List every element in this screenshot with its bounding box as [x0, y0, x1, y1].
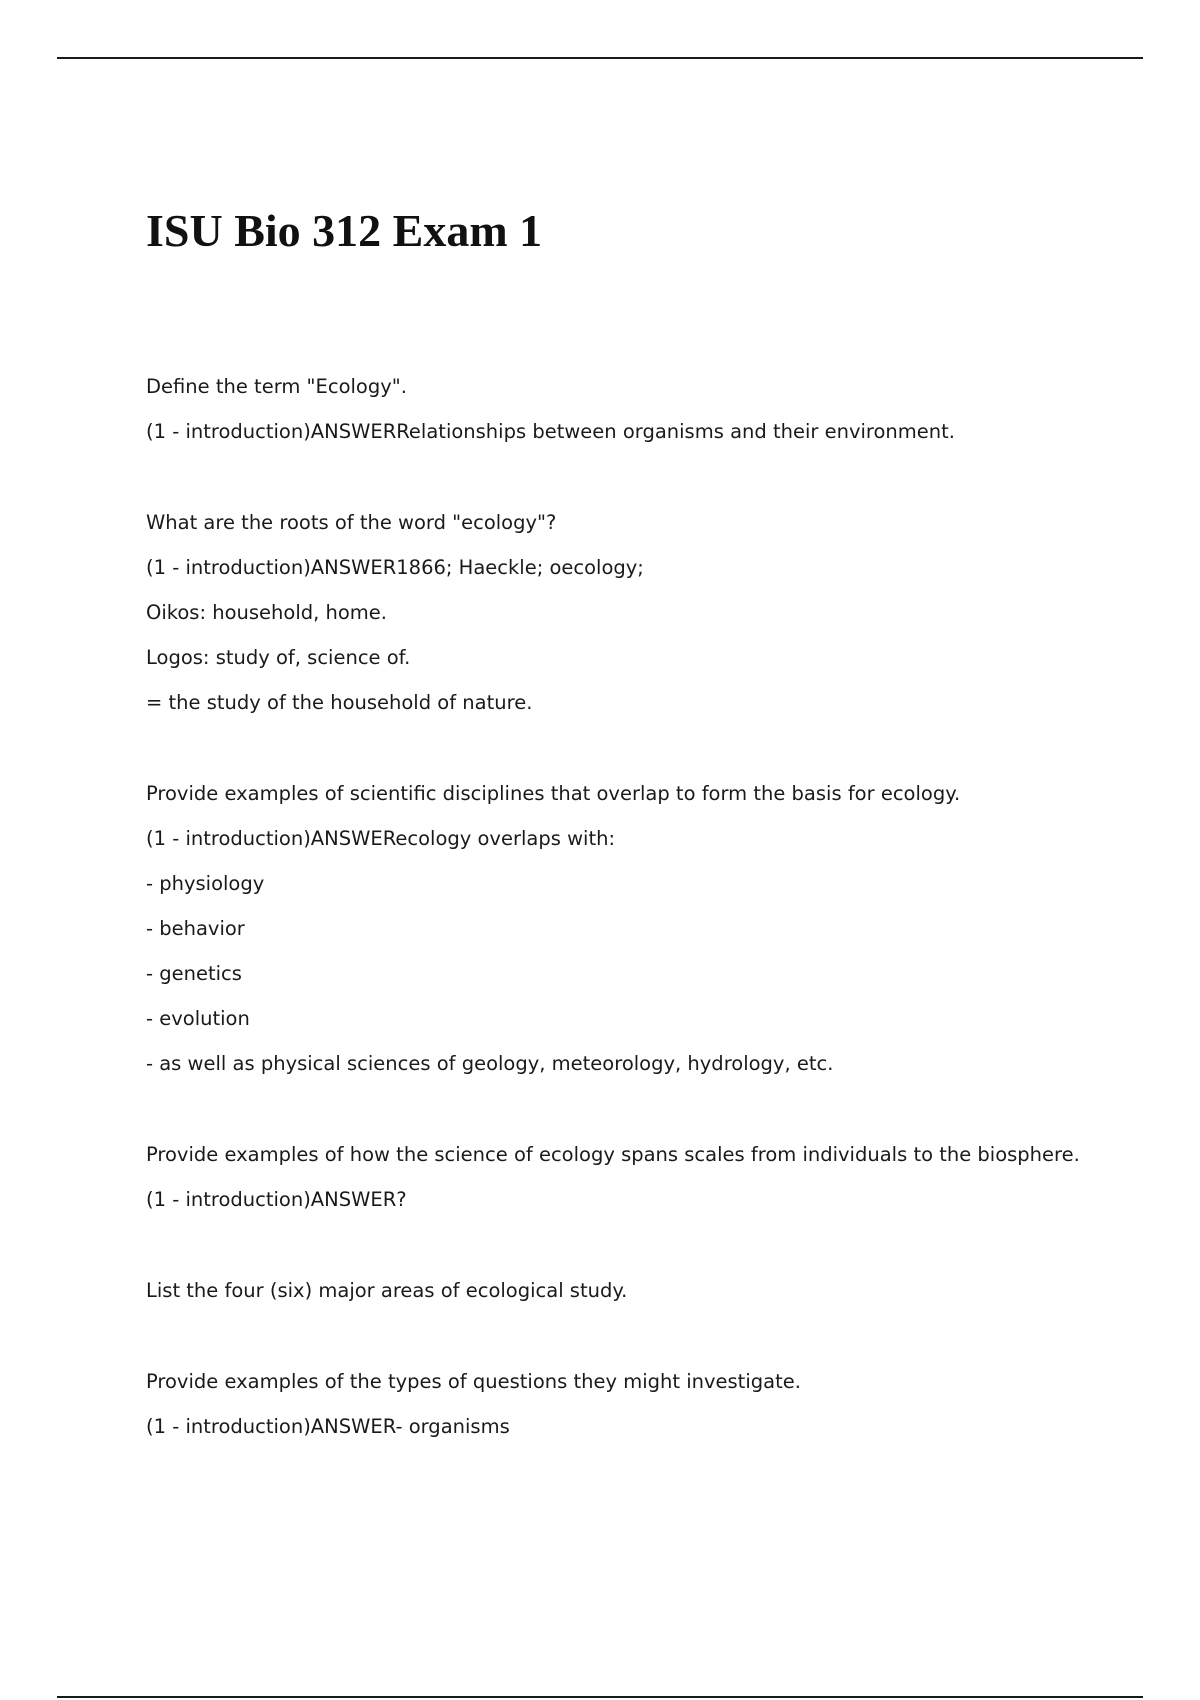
answer-line: - as well as physical sciences of geology, meteorology, hydrology, etc.	[146, 1052, 834, 1075]
question-text: Define the term "Ecology".	[146, 375, 407, 398]
answer-line: - evolution	[146, 1007, 250, 1030]
header-rule	[57, 57, 1143, 59]
answer-line: Oikos: household, home.	[146, 601, 387, 624]
question-text: Provide examples of scientific disciplines that overlap to form the basis for ecology.	[146, 782, 961, 805]
answer-line: Logos: study of, science of.	[146, 646, 411, 669]
document-body	[146, 374, 1106, 1459]
answer-line: - physiology	[146, 872, 265, 895]
qa-entry	[146, 1142, 1106, 1213]
answer-line: - behavior	[146, 917, 245, 940]
qa-entry	[146, 781, 1106, 1077]
answer-line: (1 - introduction)ANSWERRelationships between organisms and their environment.	[146, 420, 955, 443]
document-title: ISU Bio 312 Exam 1	[146, 205, 543, 256]
question-text: Provide examples of how the science of ecology spans scales from individuals to the biosphere.	[146, 1143, 1080, 1166]
answer-line: (1 - introduction)ANSWER?	[146, 1188, 407, 1211]
qa-entry	[146, 1369, 1106, 1440]
answer-line: = the study of the household of nature.	[146, 691, 533, 714]
qa-entry	[146, 374, 1106, 445]
answer-line: (1 - introduction)ANSWER- organisms	[146, 1415, 510, 1438]
qa-entry	[146, 1278, 1106, 1304]
footer-rule	[57, 1696, 1143, 1698]
question-text: List the four (six) major areas of ecological study.	[146, 1279, 628, 1302]
question-text: Provide examples of the types of questions they might investigate.	[146, 1370, 801, 1393]
answer-line: (1 - introduction)ANSWERecology overlaps with:	[146, 827, 616, 850]
question-text: What are the roots of the word "ecology"?	[146, 511, 557, 534]
answer-line: - genetics	[146, 962, 242, 985]
qa-entry	[146, 510, 1106, 716]
answer-line: (1 - introduction)ANSWER1866; Haeckle; oecology;	[146, 556, 644, 579]
